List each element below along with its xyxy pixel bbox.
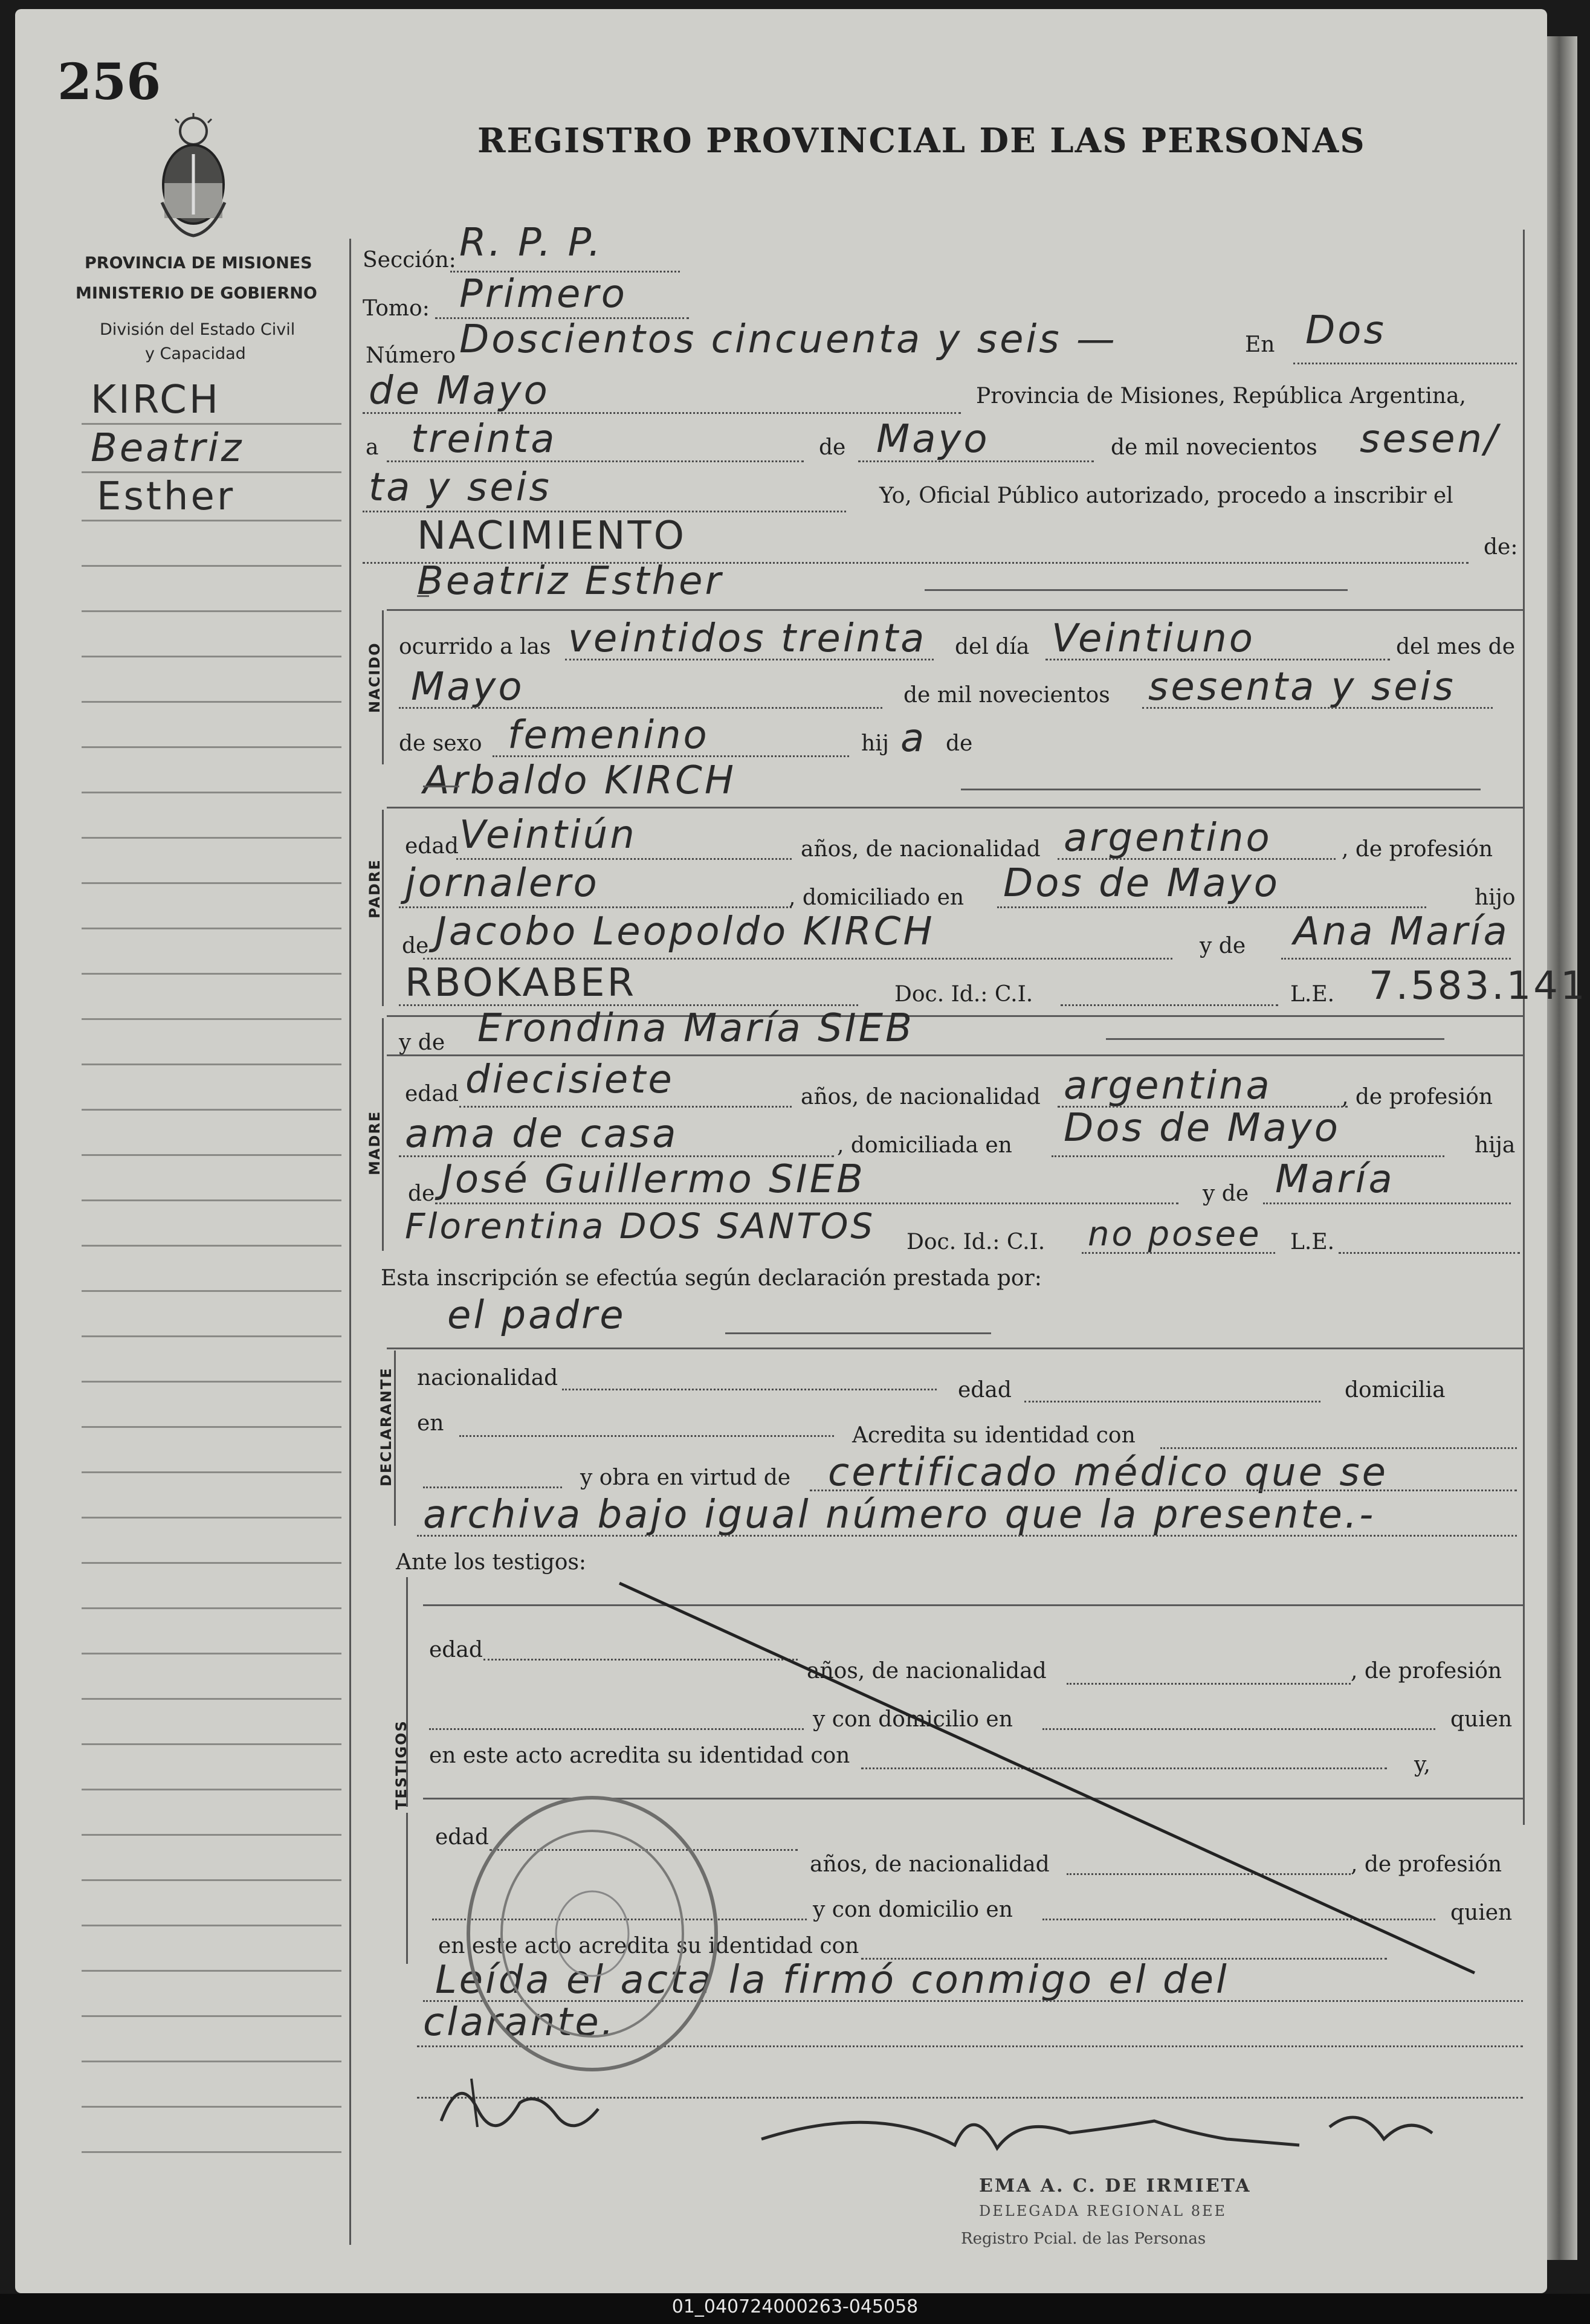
madre-padre-value: José Guillermo SIEB: [441, 1157, 865, 1202]
madre-edad-label: edad: [405, 1082, 459, 1106]
mil-nac-label: de mil novecientos: [903, 683, 1110, 708]
dia-line: [387, 460, 804, 462]
madre-nombre-fill: [1106, 1038, 1444, 1040]
de-label: de: [819, 435, 846, 460]
de-colon-label: de:: [1484, 535, 1518, 560]
testigo-1-profesion-label: , de profesión: [1351, 1659, 1502, 1683]
office-line-1: PROVINCIA DE MISIONES: [85, 254, 312, 273]
declarante-tag: DECLARANTE: [378, 1367, 395, 1486]
madre-edad-value: diecisiete: [465, 1057, 674, 1102]
testigo-2-nacionalidad-label: años, de nacionalidad: [810, 1852, 1050, 1877]
seccion-label: Sección:: [363, 248, 456, 273]
padre-edad-line: [456, 858, 792, 860]
padre-domicilio-line: [997, 906, 1426, 908]
mes-value: Mayo: [876, 417, 990, 462]
declarant-signature: [435, 2067, 604, 2139]
lugar-line-1: [1293, 363, 1517, 364]
madre-le-line: [1339, 1252, 1520, 1254]
madre-tag: MADRE: [366, 1110, 383, 1175]
padre-doc-line: [1061, 1004, 1278, 1006]
padre-doc-label: Doc. Id.: C.I.: [894, 982, 1033, 1007]
inscripto-dash: [417, 595, 429, 597]
dia-nac-line: [1045, 659, 1390, 660]
padre-profesion-line: [399, 906, 792, 908]
declaracion-intro: Esta inscripción se efectúa según declaración prestada por:: [381, 1266, 1042, 1291]
tomo-label: Tomo:: [363, 296, 430, 321]
padre-madre-line-1: [1281, 958, 1511, 960]
oficial-text: Yo, Oficial Público autorizado, procedo a inscribir el: [879, 483, 1453, 508]
section-rule-padre-top: [387, 807, 1523, 809]
hij-label: hij: [861, 731, 889, 756]
testigo-2-profesion-label: , de profesión: [1351, 1852, 1502, 1877]
padre-edad-label: edad: [405, 834, 459, 859]
declarante-obra-value-1: certificado médico que se: [828, 1450, 1389, 1495]
a-label: a: [366, 435, 379, 460]
padre-edad-value: Veintiún: [459, 813, 637, 857]
declarante-por-fill: [725, 1332, 991, 1334]
section-rule-nacido-top: [387, 609, 1523, 611]
tomo-value: Primero: [459, 272, 627, 317]
nacido-tag: NACIDO: [366, 642, 383, 713]
acto-value: NACIMIENTO: [417, 514, 687, 558]
mes-line: [858, 460, 1094, 462]
declarante-edad-line: [1024, 1401, 1320, 1402]
padre-madre-value-2: RBOKABER: [405, 961, 637, 1005]
declarante-acredita-label: Acredita su identidad con: [852, 1423, 1136, 1448]
madre-edad-line: [459, 1106, 792, 1108]
section-rule-madre-inner: [387, 1054, 1523, 1056]
stamp-line-3: Registro Pcial. de las Personas: [961, 2230, 1206, 2248]
madre-y-de-label2: y de: [1203, 1181, 1249, 1206]
anio-nac-line: [1142, 707, 1493, 709]
declarante-obra-pre-line: [423, 1486, 562, 1488]
coat-of-arms-icon: [157, 112, 230, 239]
anio-value-1: sesen/: [1360, 417, 1500, 462]
margin-surname: KIRCH: [91, 378, 221, 422]
declarante-nacionalidad-line: [562, 1389, 937, 1390]
declarante-domicilia-label: domicilia: [1345, 1378, 1446, 1402]
office-line-4: y Capacidad: [145, 344, 246, 363]
testigo-1-acredita-label: en este acto acredita su identidad con: [429, 1743, 850, 1768]
testigo-1-domicilio-label: y con domicilio en: [813, 1707, 1013, 1732]
testigo-1-y-label: y,: [1414, 1752, 1430, 1777]
madre-nombre-value: Erondina María SIEB: [477, 1006, 914, 1051]
sexo-value: femenino: [508, 713, 709, 758]
madre-nacionalidad-label: años, de nacionalidad: [801, 1085, 1041, 1109]
madre-madre-value-2: Florentina DOS SANTOS: [405, 1206, 876, 1247]
declarante-por-value: el padre: [447, 1293, 626, 1338]
madre-padre-line: [435, 1202, 1178, 1204]
declarante-obra-label: y obra en virtud de: [580, 1465, 791, 1490]
testigo-1-nacionalidad-label: años, de nacionalidad: [807, 1659, 1047, 1683]
padre-le-value: 7.583.141: [1369, 964, 1588, 1009]
del-mes-label: del mes de: [1396, 634, 1516, 659]
madre-madre-value-1: María: [1275, 1157, 1395, 1202]
page-edge: [1547, 36, 1577, 2260]
form-right-border: [1523, 230, 1525, 1825]
testigos-tag: TESTIGOS: [393, 1720, 410, 1810]
padre-profesion-value: jornalero: [405, 861, 599, 906]
declarante-obra-line-1: [810, 1490, 1517, 1491]
numero-label: Número: [366, 343, 456, 368]
madre-profesion-label: , de profesión: [1342, 1085, 1493, 1109]
section-rule-declarante-top: [387, 1348, 1523, 1349]
madre-nacionalidad-value: argentina: [1064, 1064, 1272, 1108]
madre-doc-label: Doc. Id.: C.I.: [906, 1230, 1045, 1254]
madre-y-de-label: y de: [399, 1030, 445, 1055]
testigos-intro: Ante los testigos:: [396, 1550, 587, 1575]
provincia-text: Provincia de Misiones, República Argentina,: [976, 384, 1467, 408]
padre-hijo-label: hijo: [1475, 885, 1516, 910]
padre-domicilio-label: , domiciliado en: [789, 885, 965, 910]
padre-y-de-label: y de: [1200, 934, 1246, 958]
cierre-linea-1: Leída el acta la firmó conmigo el del: [435, 1958, 1229, 2003]
inscripto-value: Beatriz Esther: [417, 559, 723, 604]
mil-label: de mil novecientos: [1111, 435, 1317, 460]
anio-line-2: [363, 511, 846, 512]
padre-padre-value: Jacobo Leopoldo KIRCH: [435, 909, 935, 954]
mes-nac-line: [399, 707, 882, 709]
hij-suffix: a: [900, 716, 927, 761]
declarante-en-line: [459, 1435, 834, 1437]
testigo-1-edad-label: edad: [429, 1638, 483, 1662]
madre-de-label: de: [408, 1181, 435, 1206]
padre-padre-line: [423, 958, 1172, 960]
padre-nombre-fill: [961, 789, 1481, 790]
testigos-bracket-2: [406, 1813, 408, 1964]
dia-nac-value: Veintiuno: [1052, 616, 1255, 661]
padre-madre-value-1: Ana María: [1293, 909, 1510, 954]
madre-le-label: L.E.: [1290, 1230, 1335, 1254]
stamp-line-1: EMA A. C. DE IRMIETA: [979, 2175, 1252, 2197]
seccion-value: R. P. P.: [459, 221, 603, 265]
inscripto-fill: [925, 589, 1348, 591]
madre-ci-value: no posee: [1088, 1215, 1262, 1254]
margin-first-name: Beatriz: [91, 426, 244, 471]
madre-ci-line: [1082, 1252, 1275, 1254]
declarante-obra-value-2: archiva bajo igual número que la presente.-: [423, 1493, 1376, 1537]
padre-de-label: de: [402, 934, 429, 958]
page-title: REGISTRO PROVINCIAL DE LAS PERSONAS: [477, 121, 1366, 161]
madre-hija-label: hija: [1475, 1133, 1516, 1158]
file-id-label: 01_040724000263-045058: [671, 2296, 919, 2317]
testigo-2-edad-label: edad: [435, 1825, 489, 1850]
lugar-value-1: Dos: [1305, 308, 1386, 353]
testigo-2-acredita-label: en este acto acredita su identidad con: [438, 1934, 859, 1958]
declarante-en-label: en: [417, 1411, 444, 1436]
cancel-diagonal-line: [616, 1580, 1481, 1979]
testigo-1-quien-label: quien: [1450, 1707, 1513, 1732]
madre-madre-line-1: [1263, 1202, 1511, 1204]
lugar-line-2: [363, 412, 961, 414]
dia-value: treinta: [411, 417, 557, 462]
padre-tag: PADRE: [366, 859, 383, 918]
lugar-value-2: de Mayo: [369, 369, 550, 413]
official-seal-icon: [459, 1789, 725, 2079]
sexo-label: de sexo: [399, 731, 482, 756]
padre-nacionalidad-label: años, de nacionalidad: [801, 837, 1041, 862]
declarante-acredita-line: [1160, 1447, 1517, 1449]
mes-nac-value: Mayo: [411, 665, 525, 709]
office-line-3: División del Estado Civil: [100, 320, 296, 339]
padre-nombre-value: Arbaldo KIRCH: [423, 758, 736, 803]
madre-domicilio-label: , domiciliada en: [837, 1133, 1012, 1158]
padre-le-label: L.E.: [1290, 982, 1335, 1007]
hora-value: veintidos treinta: [568, 616, 927, 661]
declarante-obra-line-2: [417, 1535, 1517, 1537]
ocurrido-label: ocurrido a las: [399, 634, 551, 659]
folio-number: 256: [57, 53, 161, 111]
hora-line: [565, 659, 934, 660]
hij-de-label: de: [946, 731, 973, 756]
madre-profesion-value: ama de casa: [405, 1112, 679, 1157]
en-label: En: [1245, 332, 1275, 357]
anio-value-2: ta y seis: [369, 465, 552, 510]
padre-nacionalidad-value: argentino: [1064, 816, 1272, 860]
padre-nacionalidad-line: [1058, 858, 1336, 860]
margin-second-name: Esther: [97, 474, 236, 519]
anio-nac-value: sesenta y seis: [1148, 665, 1456, 709]
numero-value: Doscientos cincuenta y seis —: [459, 317, 1117, 362]
testigo-2-domicilio-label: y con domicilio en: [813, 1897, 1013, 1922]
declarante-nacionalidad-label: nacionalidad: [417, 1366, 558, 1390]
officer-signature: [755, 2091, 1450, 2169]
stamp-line-2: DELEGADA REGIONAL 8EE: [979, 2203, 1227, 2219]
del-dia-label: del día: [955, 634, 1030, 659]
padre-domicilio-value: Dos de Mayo: [1003, 861, 1280, 906]
office-line-2: MINISTERIO DE GOBIERNO: [76, 284, 317, 303]
sexo-line: [493, 755, 849, 757]
declarante-edad-label: edad: [958, 1378, 1012, 1402]
madre-domicilio-value: Dos de Mayo: [1064, 1106, 1340, 1151]
padre-nombre-dash: [423, 786, 459, 787]
padre-profesion-label: , de profesión: [1342, 837, 1493, 862]
cierre-linea-2: clarante.: [423, 2000, 616, 2045]
testigo-2-quien-label: quien: [1450, 1900, 1513, 1925]
form-left-border: [349, 239, 351, 2245]
